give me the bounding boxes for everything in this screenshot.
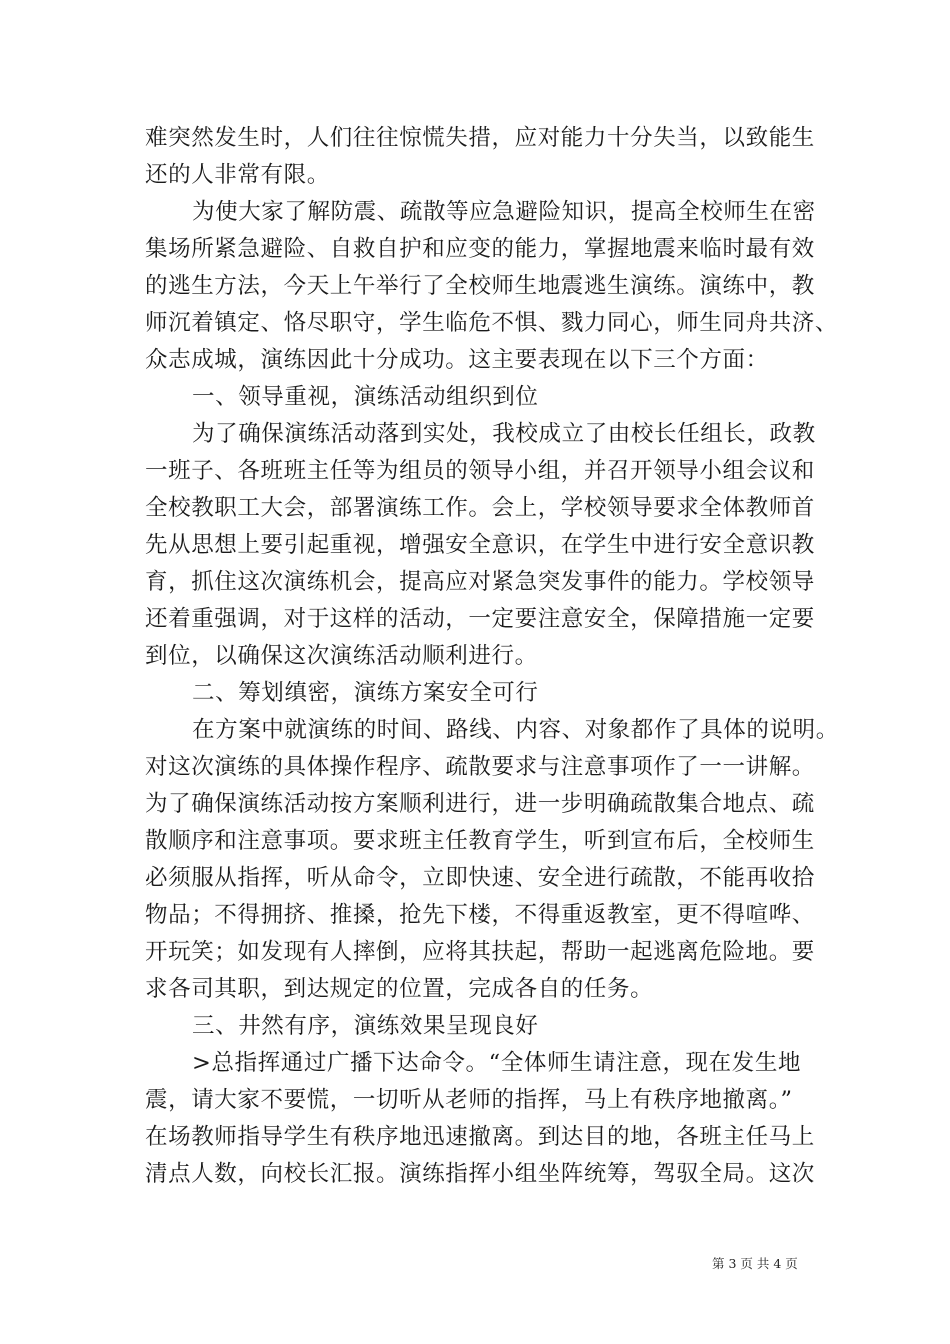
body-text-line: 在场教师指导学生有秩序地迅速撤离。到达目的地，各班主任马上 [145,1124,815,1150]
body-text-line: 对这次演练的具体操作程序、疏散要求与注意事项作了一一讲解。 [145,754,815,780]
body-text-line: 的逃生方法，今天上午举行了全校师生地震逃生演练。演练中，教 [145,273,815,299]
body-text-line: 还着重强调，对于这样的活动，一定要注意安全，保障措施一定要 [145,606,815,632]
body-text-line: 全校教职工大会，部署演练工作。会上，学校领导要求全体教师首 [145,495,815,521]
section-heading-3: 三、井然有序，演练效果呈现良好 [192,1013,539,1039]
section-heading-1: 一、领导重视，演练活动组织到位 [192,384,539,410]
body-text-line: 清点人数，向校长汇报。演练指挥小组坐阵统筹，驾驭全局。这次 [145,1161,815,1187]
body-text-line: 震，请大家不要慌，一切听从老师的指挥，马上有秩序地撤离。” [145,1087,793,1113]
body-text-line: 还的人非常有限。 [145,162,330,188]
body-text-line: 众志成城，演练因此十分成功。这主要表现在以下三个方面： [145,347,769,373]
page-number-footer: 第 3 页 共 4 页 [712,1256,798,1271]
body-text-line: 为了确保演练活动按方案顺利进行，进一步明确疏散集合地点、疏 [145,791,815,817]
body-text-line: 师沉着镇定、恪尽职守，学生临危不惧、戮力同心，师生同舟共济、 [145,310,839,336]
body-text-line: 散顺序和注意事项。要求班主任教育学生，听到宣布后，全校师生 [145,828,815,854]
body-text-line: 一班子、各班班主任等为组员的领导小组，并召开领导小组会议和 [145,458,815,484]
body-text-line: 开玩笑；如发现有人摔倒，应将其扶起，帮助一起逃离危险地。要 [145,939,815,965]
paragraph-first-line: 为使大家了解防震、疏散等应急避险知识，提高全校师生在密 [192,199,816,225]
body-text-line: 物品；不得拥挤、推搡，抢先下楼，不得重返教室，更不得喧哗、 [145,902,815,928]
body-text-line: 到位，以确保这次演练活动顺利进行。 [145,643,538,669]
body-text-line: 先从思想上要引起重视，增强安全意识，在学生中进行安全意识教 [145,532,815,558]
section-heading-2: 二、筹划缜密，演练方案安全可行 [192,680,539,706]
body-text-line: 难突然发生时，人们往往惊慌失措，应对能力十分失当，以致能生 [145,125,815,151]
body-text-line: 求各司其职，到达规定的位置，完成各自的任务。 [145,976,654,1002]
body-text-line: 育，抓住这次演练机会，提高应对紧急突发事件的能力。学校领导 [145,569,815,595]
paragraph-first-line: 为了确保演练活动落到实处，我校成立了由校长任组长，政教 [192,421,816,447]
paragraph-first-line: >总指挥通过广播下达命令。“全体师生请注意，现在发生地 [192,1050,802,1076]
body-text-line: 必须服从指挥，听从命令，立即快速、安全进行疏散，不能再收拾 [145,865,815,891]
paragraph-first-line: 在方案中就演练的时间、路线、内容、对象都作了具体的说明。 [192,717,839,743]
body-text-line: 集场所紧急避险、自救自护和应变的能力，掌握地震来临时最有效 [145,236,815,262]
